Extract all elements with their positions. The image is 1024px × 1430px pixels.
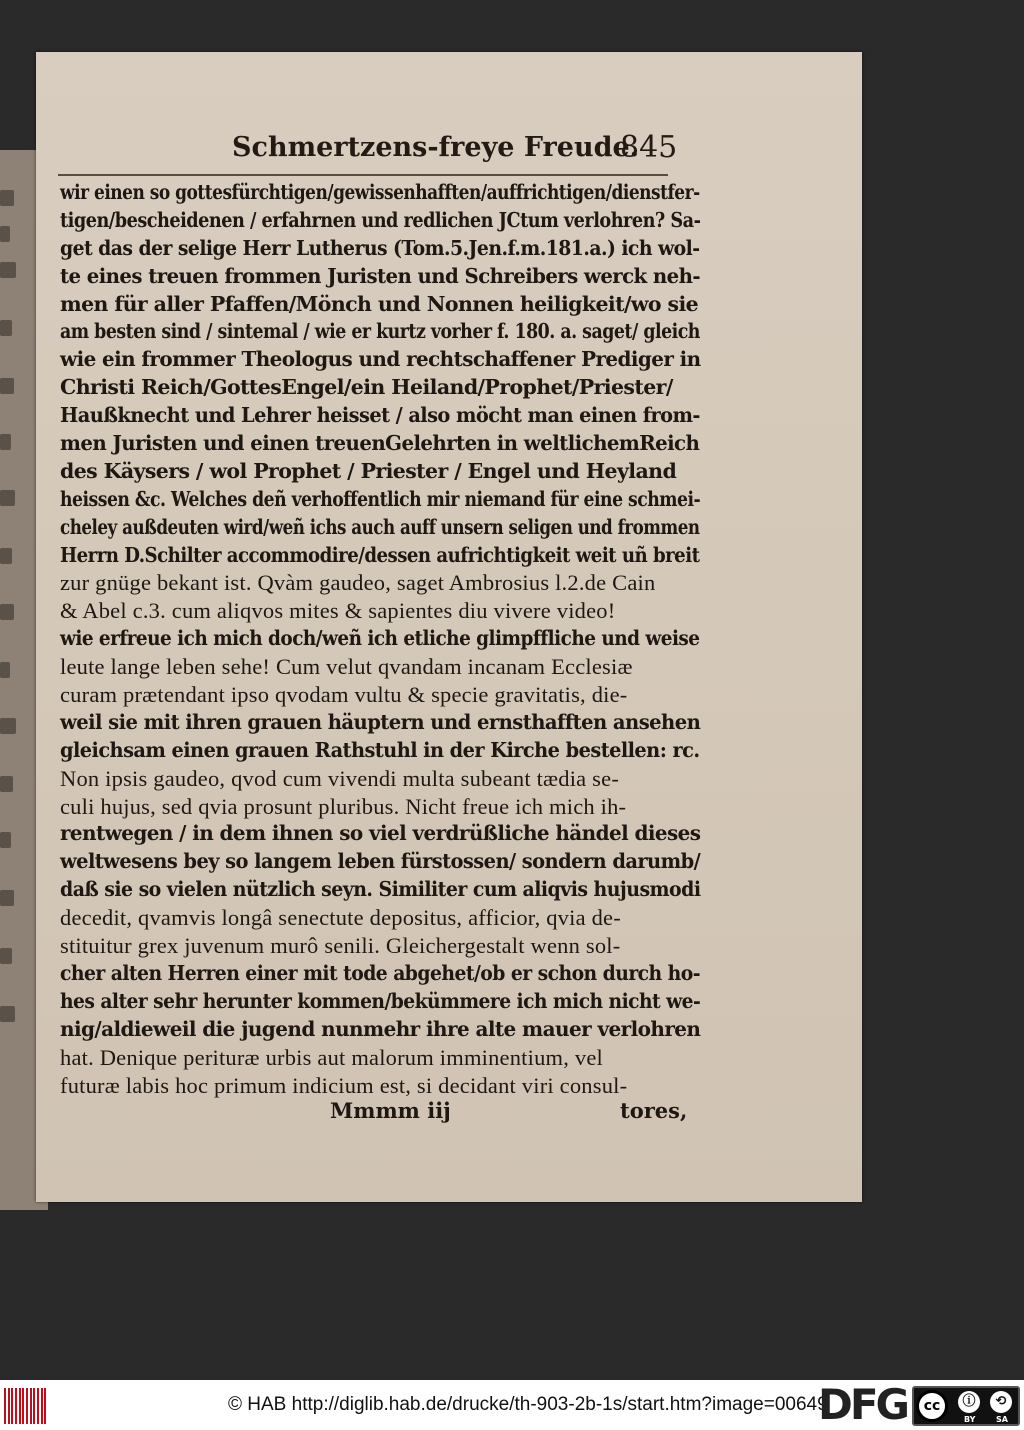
text-line: futuræ labis hoc primum indicium est, si decidant viri consul-: [60, 1072, 628, 1098]
previous-page-fragment: [0, 1006, 15, 1022]
text-line: & Abel c.3. cum aliqvos mites & sapientes diu vivere video!: [60, 598, 616, 624]
barcode-bar: [15, 1388, 17, 1424]
barcode-bar: [4, 1388, 6, 1424]
barcode-bar: [33, 1388, 35, 1424]
footer-bar: [0, 1380, 1024, 1430]
text-line: curam prætendant ipso qvodam vultu & specie gravitatis, die-: [60, 682, 628, 708]
previous-page-fragment: [0, 548, 12, 564]
previous-page-fragment: [0, 490, 15, 506]
sa-label: SA: [996, 1415, 1008, 1424]
text-line: weil sie mit ihren grauen häuptern und ernsthafften ansehen: [60, 709, 701, 734]
text-line: heissen &c. Welches deñ verhoffentlich mir niemand für eine schmei-: [60, 486, 701, 511]
text-line: wir einen so gottesfürchtigen/gewissenhafften/auffrichtigen/dienstfer-: [60, 180, 700, 204]
barcode-bar: [41, 1388, 43, 1424]
source-credit-link[interactable]: © HAB http://diglib.hab.de/drucke/th-903-2b-1s/start.htm?image=00649: [228, 1394, 828, 1415]
barcode-bar: [37, 1388, 39, 1424]
page-number: 845: [620, 130, 678, 165]
text-line: weltwesens bey so langem leben fürstossen/ sondern darumb/: [60, 849, 701, 874]
text-line: wie erfreue ich mich doch/weñ ich etliche glimpffliche und weise: [60, 626, 700, 651]
text-line: zur gnüge bekant ist. Qvàm gaudeo, saget Ambrosius l.2.de Cain: [60, 570, 656, 596]
previous-page-fragment: [0, 378, 14, 394]
barcode-icon: [4, 1388, 48, 1424]
barcode-bar: [11, 1388, 13, 1424]
previous-page-fragment: [0, 890, 14, 906]
text-line: hes alter sehr herunter kommen/bekümmere ich mich nicht we-: [60, 988, 701, 1013]
previous-page-fragment: [0, 190, 14, 206]
text-line: wie ein frommer Theologus und rechtschaffener Prediger in: [60, 347, 701, 372]
text-line: gleichsam einen grauen Rathstuhl in der Kirche bestellen: rc.: [60, 737, 700, 762]
signature-mark: Mmmm iij: [330, 1098, 451, 1123]
text-line: tigen/bescheidenen / erfahrnen und redlichen JCtum verlohren? Sa-: [60, 207, 701, 232]
text-line: hat. Denique perituræ urbis aut malorum imminentium, vel: [60, 1044, 603, 1070]
text-line: cher alten Herren einer mit tode abgehet/ob er schon durch ho-: [60, 960, 700, 985]
text-line: decedit, qvamvis longâ senectute depositus, afficior, qvia de-: [60, 905, 621, 931]
page-body-text: [60, 179, 700, 1099]
barcode-bar: [30, 1388, 32, 1424]
previous-page-fragment: [0, 776, 13, 792]
text-line: culi hujus, sed qvia prosunt pluribus. Nicht freue ich mich ih-: [60, 793, 627, 819]
text-line: daß sie so vielen nützlich seyn. Similiter cum aliqvis hujusmodi: [60, 877, 701, 902]
text-line: des Käysers / wol Prophet / Priester / Engel und Heyland: [60, 458, 677, 483]
previous-page-fragment: [0, 948, 12, 964]
previous-page-fragment: [0, 718, 16, 734]
by-icon: ⓘ: [958, 1391, 980, 1413]
book-page: [36, 52, 862, 1202]
text-line: nig/aldieweil die jugend nunmehr ihre alte mauer verlohren: [60, 1016, 701, 1041]
running-head: [36, 130, 862, 176]
by-label: BY: [964, 1415, 976, 1424]
running-title: Schmertzens-freye Freude.: [232, 132, 640, 163]
previous-page-fragment: [0, 662, 10, 678]
dfg-logo: DFG: [818, 1380, 908, 1429]
text-line: Haußknecht und Lehrer heisset / also möcht man einen from-: [60, 403, 700, 428]
barcode-bar: [8, 1388, 10, 1424]
text-line: men Juristen und einen treuenGelehrten in weltlichemReich: [60, 431, 700, 456]
page-footer: [60, 1098, 700, 1130]
text-line: Non ipsis gaudeo, qvod cum vivendi multa subeant tædia se-: [60, 765, 620, 791]
previous-page-fragment: [0, 434, 11, 450]
previous-page-fragment: [0, 320, 12, 336]
text-line: Christi Reich/GottesEngel/ein Heiland/Prophet/Priester/: [60, 375, 673, 400]
text-line: Herrn D.Schilter accommodire/dessen aufrichtigkeit weit uñ breit: [60, 542, 700, 567]
header-rule: [58, 174, 668, 176]
text-line: cheley außdeuten wird/weñ ichs auch auff unsern seligen und frommen: [60, 514, 700, 539]
cc-license-badge[interactable]: [912, 1386, 1020, 1426]
text-line: men für aller Pfaffen/Mönch und Nonnen heiligkeit/wo sie: [60, 291, 699, 316]
text-line: rentwegen / in dem ihnen so viel verdrüßliche händel dieses: [60, 821, 701, 846]
text-line: am besten sind / sintemal / wie er kurtz vorher f. 180. a. saget/ gleich: [60, 319, 700, 344]
text-line: leute lange leben sehe! Cum velut qvandam incanam Ecclesiæ: [60, 654, 633, 680]
barcode-bar: [19, 1388, 21, 1424]
previous-page-fragment: [0, 262, 16, 278]
previous-page-fragment: [0, 226, 10, 242]
barcode-bar: [26, 1388, 28, 1424]
previous-page-fragment: [0, 832, 11, 848]
barcode-bar: [44, 1388, 46, 1424]
previous-page-fragment: [0, 604, 14, 620]
catchword: tores,: [620, 1098, 688, 1123]
sa-icon: ⟲: [990, 1391, 1012, 1413]
text-line: get das der selige Herr Lutherus (Tom.5.Jen.f.m.181.a.) ich wol-: [60, 235, 700, 260]
barcode-bar: [22, 1388, 24, 1424]
text-line: stituitur grex juvenum murô senili. Gleichergestalt wenn sol-: [60, 933, 621, 959]
text-line: te eines treuen frommen Juristen und Schreibers werck neh-: [60, 263, 701, 288]
cc-icon: cc: [916, 1390, 948, 1422]
